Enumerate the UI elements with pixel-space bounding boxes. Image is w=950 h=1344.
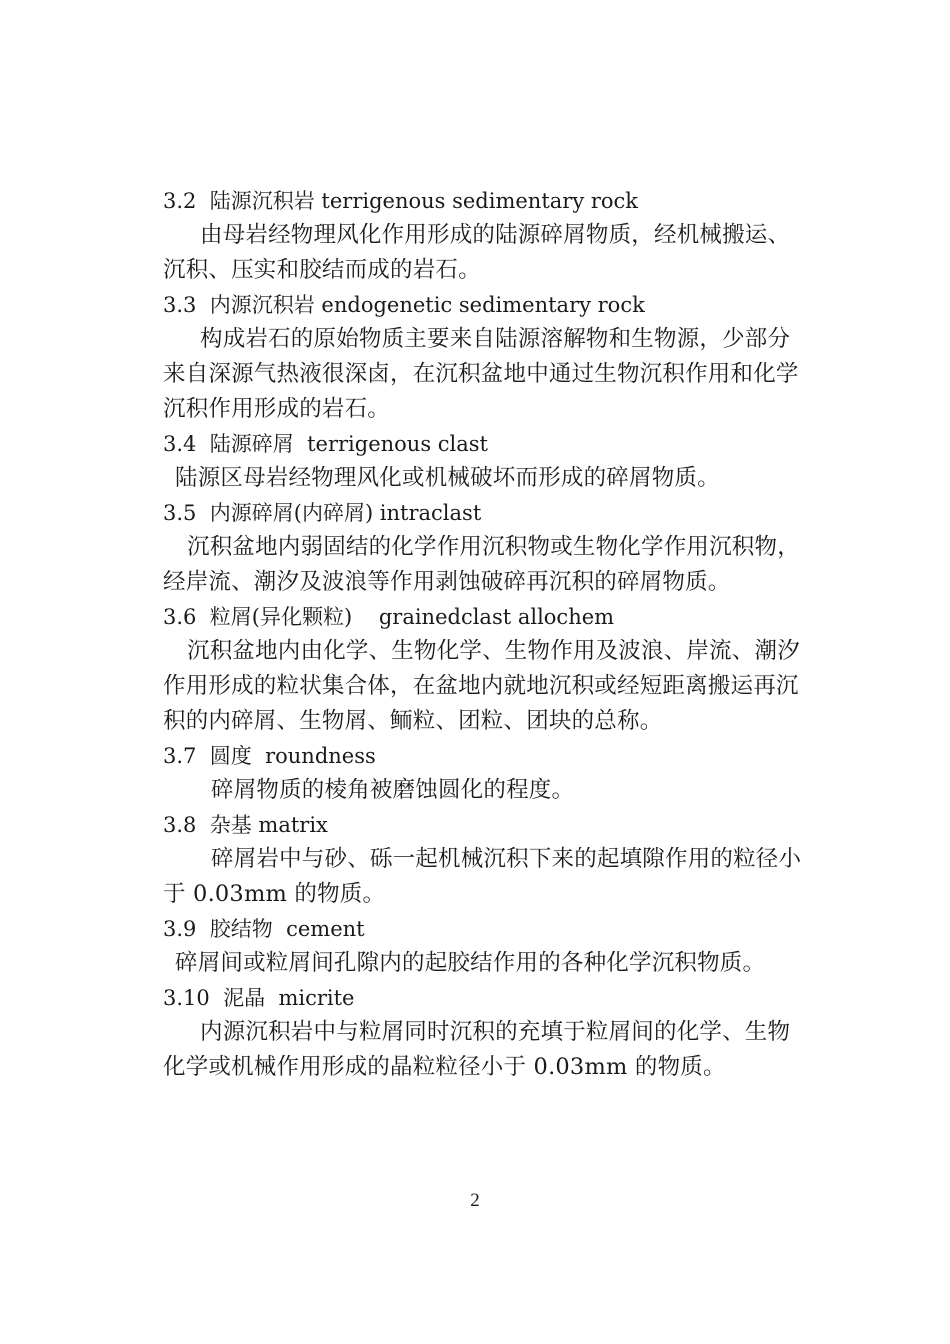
term-definition-3-8: 碎屑岩中与砂、砾一起机械沉积下来的起填隙作用的粒径小于 0.03mm 的物质。 bbox=[163, 846, 802, 907]
term-heading-3-9: 3.9 胶结物 cement bbox=[163, 917, 365, 941]
term-definition-3-9: 碎屑间或粒屑间孔隙内的起胶结作用的各种化学沉积物质。 bbox=[175, 950, 766, 976]
term-definition-3-10: 内源沉积岩中与粒屑同时沉积的充填于粒屑间的化学、生物化学或机械作用形成的晶粒粒径小于 0.03mm 的物质。 bbox=[163, 1019, 791, 1080]
term-definition-3-2: 由母岩经物理风化作用形成的陆源碎屑物质，经机械搬运、沉积、压实和胶结而成的岩石。 bbox=[163, 222, 791, 283]
term-heading-3-8: 3.8 杂基 matrix bbox=[163, 813, 328, 837]
term-definition-3-6: 沉积盆地内由化学、生物化学、生物作用及波浪、岸流、潮汐作用形成的粒状集合体，在盆地内就地沉积或经短距离搬运再沉积的内碎屑、生物屑、鲕粒、团粒、团块的总称。 bbox=[163, 638, 800, 734]
term-heading-3-4: 3.4 陆源碎屑 terrigenous clast bbox=[163, 432, 488, 456]
term-heading-3-2: 3.2 陆源沉积岩 terrigenous sedimentary rock bbox=[163, 189, 639, 213]
term-heading-3-3: 3.3 内源沉积岩 endogenetic sedimentary rock bbox=[163, 293, 645, 317]
page-number: 2 bbox=[470, 1190, 480, 1211]
document-body bbox=[163, 184, 803, 1085]
term-definition-3-3: 构成岩石的原始物质主要来自陆源溶解物和生物源，少部分来自深源气热液很深卤，在沉积盆地中通过生物沉积作用和化学沉积作用形成的岩石。 bbox=[163, 326, 799, 422]
term-heading-3-7: 3.7 圆度 roundness bbox=[163, 744, 376, 768]
term-heading-3-10: 3.10 泥晶 micrite bbox=[163, 986, 355, 1010]
term-heading-3-5: 3.5 内源碎屑(内碎屑) intraclast bbox=[163, 501, 482, 525]
term-definition-3-7: 碎屑物质的棱角被磨蚀圆化的程度。 bbox=[211, 777, 575, 803]
term-definition-3-5: 沉积盆地内弱固结的化学作用沉积物或生物化学作用沉积物，经岸流、潮汐及波浪等作用剥蚀破碎再沉积的碎屑物质。 bbox=[163, 534, 800, 595]
term-heading-3-6: 3.6 粒屑(异化颗粒) grainedclast allochem bbox=[163, 605, 615, 629]
term-definition-3-4: 陆源区母岩经物理风化或机械破坏而形成的碎屑物质。 bbox=[175, 465, 720, 491]
